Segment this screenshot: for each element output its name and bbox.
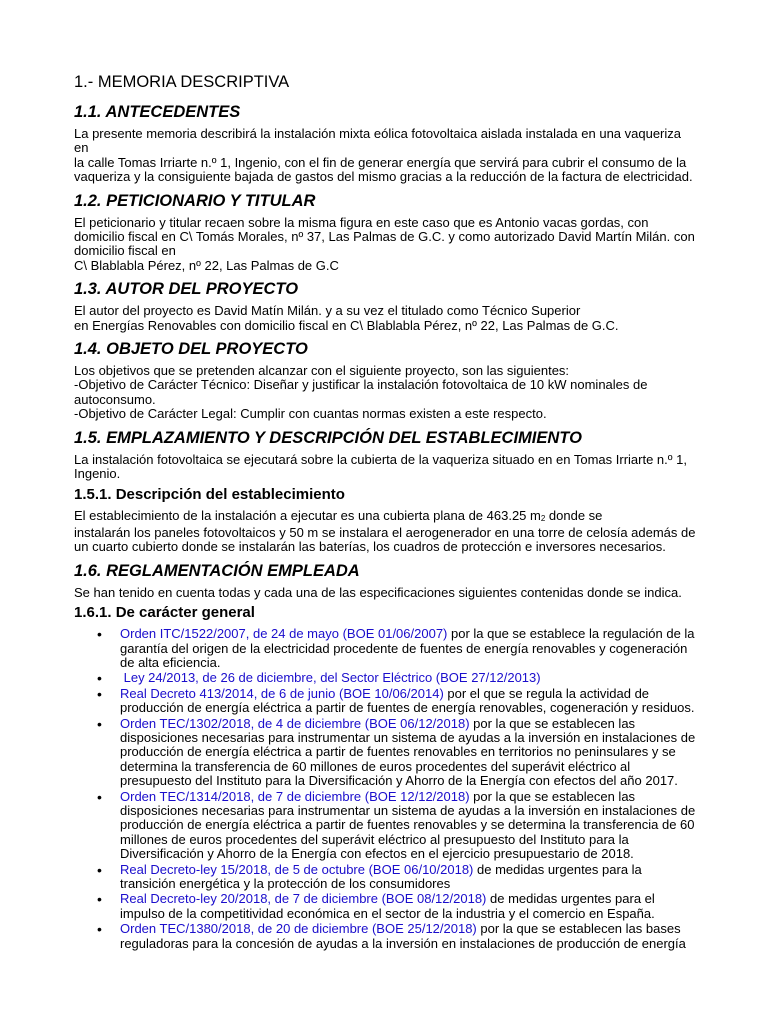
regulation-link[interactable]: Orden TEC/1302/2018, de 4 de diciembre (BOE 06/12/2018) <box>120 715 470 731</box>
text-line: La instalación fotovoltaica se ejecutará sobre la cubierta de la vaqueriza situado en en Tomas Irriarte n.º 1, <box>74 451 687 467</box>
list-item <box>120 627 696 670</box>
text-fragment: El establecimiento de la instalación a ejecutar es una cubierta plana de 463.25 m <box>74 507 541 523</box>
regulation-link[interactable]: Orden ITC/1522/2007, de 24 de mayo (BOE 01/06/2007) <box>120 626 448 642</box>
regulation-description: por la que se establece la regulación de la garantía del origen de la electricidad procedente de fuentes de energía renovables y cogeneración de alta eficiencia. <box>120 626 695 670</box>
text-line: la calle Tomas Irriarte n.º 1, Ingenio, con el fin de generar energía que servirá para cubrir el consumo de la <box>74 154 687 170</box>
regulation-link[interactable]: Orden TEC/1314/2018, de 7 de diciembre (BOE 12/12/2018) <box>120 788 470 804</box>
regulation-description: de medidas urgentes para la transición energética y la protección de los consumidores <box>120 861 642 892</box>
heading-antecedentes: 1.1. ANTECEDENTES <box>74 103 241 121</box>
text-line <box>74 509 696 526</box>
list-item <box>120 687 696 716</box>
heading-autor: 1.3. AUTOR DEL PROYECTO <box>74 280 299 299</box>
heading-caracter-general: 1.6.1. De carácter general <box>74 604 255 622</box>
text-line: La presente memoria describirá la instalación mixta eólica fotovoltaica aislada instalada en una vaqueriza en <box>74 126 682 156</box>
list-item <box>120 790 696 862</box>
paragraph-autor <box>74 304 696 333</box>
text-fragment: donde se <box>545 507 603 523</box>
document-body <box>74 72 696 952</box>
text-line: -Objetivo de Carácter Técnico: Diseñar y justificar la instalación fotovoltaica de 10 kW nominales de <box>74 377 648 393</box>
subscript-text: 2 <box>540 513 546 523</box>
paragraph-emplazamiento <box>74 453 696 482</box>
regulation-link[interactable]: Ley 24/2013, de 26 de diciembre, del Sector Eléctrico (BOE 27/12/2013) <box>120 670 541 686</box>
paragraph-descripcion-establecimiento <box>74 509 696 555</box>
list-item <box>120 922 696 951</box>
list-item <box>120 892 696 921</box>
paragraph-reglamentacion-intro: Se han tenido en cuenta todas y cada una de las especificaciones siguientes contenidas donde se indica. <box>74 584 682 600</box>
paragraph-objeto <box>74 364 696 422</box>
text-line: autoconsumo. <box>74 391 156 407</box>
regulation-list <box>74 627 696 951</box>
text-line: en Energías Renovables con domicilio fiscal en C\ Blablabla Pérez, nº 22, Las Palmas de G.C. <box>74 317 619 333</box>
text-line: -Objetivo de Carácter Legal: Cumplir con cuantas normas existen a este respecto. <box>74 406 547 422</box>
text-line: Los objetivos que se pretenden alcanzar con el siguiente proyecto, son las siguientes: <box>74 363 570 379</box>
regulation-description: por la que se establecen las disposiciones necesarias para instrumentar un sistema de ayudas a la inversión en instalaciones de producción de energía eléctrica a partir de fuentes renovables y se determina la transferencia de 60 millones de euros procedentes del superávit eléctrico al presupuesto del Instituto para la Diversificación y Ahorro de la Energía con efectos en el ejercicio presupuestario de 2018. <box>120 788 696 862</box>
text-line: C\ Blablabla Pérez, nº 22, Las Palmas de G.C <box>74 257 339 273</box>
list-item <box>120 717 696 789</box>
paragraph-peticionario <box>74 216 696 274</box>
text-line: Ingenio. <box>74 466 121 482</box>
heading-emplazamiento: 1.5. EMPLAZAMIENTO Y DESCRIPCIÓN DEL ESTABLECIMIENTO <box>74 428 582 447</box>
text-line: El autor del proyecto es David Matín Milán. y a su vez el titulado como Técnico Superior <box>74 303 581 319</box>
regulation-description: por la que se establecen las disposiciones necesarias para instrumentar un sistema de ayudas a la inversión en instalaciones de producción de energía eléctrica a partir de fuentes renovables en territorios no peninsulares y se determina la transferencia de 60 millones de euros procedentes del superávit eléctrico al presupuesto del Instituto para la Diversificación y Ahorro de la Energía con efectos del año 2017. <box>120 715 696 789</box>
regulation-description: por el que se regula la actividad de producción de energía eléctrica a partir de fuentes de energía renovables, cogeneración y residuos. <box>120 685 695 716</box>
text-line: domicilio fiscal en C\ Tomás Morales, nº 37, Las Palmas de G.C. y como autorizado David Martín Milán. con <box>74 229 695 245</box>
document-title: 1.- MEMORIA DESCRIPTIVA <box>74 73 290 91</box>
list-item <box>120 671 696 685</box>
heading-objeto: 1.4. OBJETO DEL PROYECTO <box>74 340 308 359</box>
heading-reglamentacion: 1.6. REGLAMENTACIÓN EMPLEADA <box>74 561 360 580</box>
heading-descripcion-establecimiento: 1.5.1. Descripción del establecimiento <box>74 485 345 503</box>
regulation-link[interactable]: Orden TEC/1380/2018, de 20 de diciembre (BOE 25/12/2018) <box>120 921 477 937</box>
regulation-link[interactable]: Real Decreto-ley 15/2018, de 5 de octubre (BOE 06/10/2018) <box>120 861 474 877</box>
regulation-link[interactable]: Real Decreto-ley 20/2018, de 7 de diciembre (BOE 08/12/2018) <box>120 891 487 907</box>
text-line: El peticionario y titular recaen sobre la misma figura en este caso que es Antonio vacas gordas, con <box>74 214 649 230</box>
regulation-description: por la que se establecen las bases reguladoras para la concesión de ayudas a la inversión en instalaciones de producción de energía <box>120 921 686 951</box>
text-line: vaqueriza y la consiguiente bajada de gastos del mismo gracias a la reducción de la factura de electricidad. <box>74 169 693 185</box>
paragraph-antecedentes <box>74 127 696 185</box>
text-line: domicilio fiscal en <box>74 243 176 259</box>
text-line: instalarán los paneles fotovoltaicos y 50 m se instalara el aerogenerador en una torre de celosía además de <box>74 524 696 540</box>
list-item <box>120 863 696 892</box>
regulation-link[interactable]: Real Decreto 413/2014, de 6 de junio (BOE 10/06/2014) <box>120 685 444 701</box>
heading-peticionario: 1.2. PETICIONARIO Y TITULAR <box>74 191 316 210</box>
text-line: un cuarto cubierto donde se instalarán las baterías, los cuadros de protección e inversores necesarios. <box>74 539 666 555</box>
regulation-description: de medidas urgentes para el impulso de la competitividad económica en el sector de la industria y el comercio en España. <box>120 891 655 921</box>
